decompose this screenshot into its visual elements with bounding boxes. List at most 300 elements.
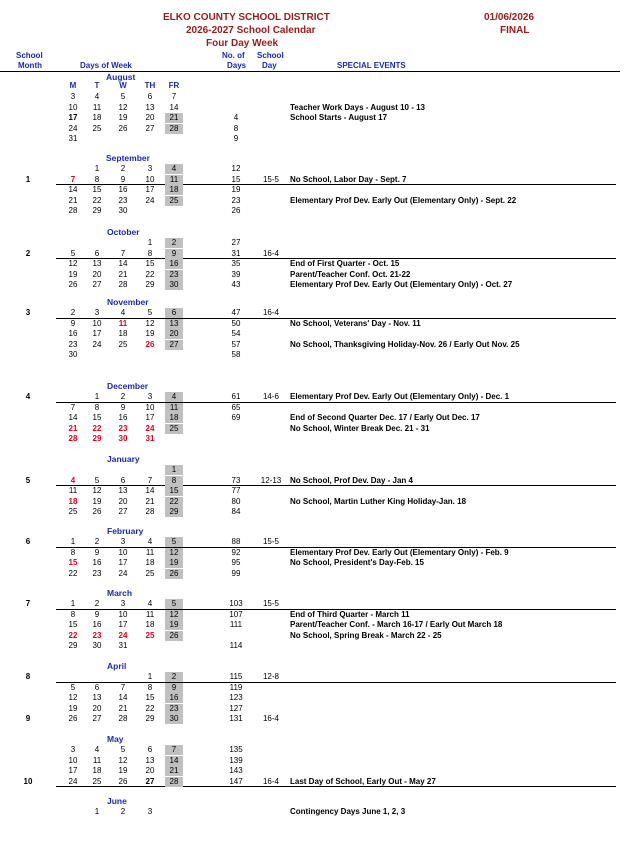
calendar-day: 11 xyxy=(165,403,183,413)
calendar-day: 4 xyxy=(120,308,126,317)
district-title: ELKO COUNTY SCHOOL DISTRICT xyxy=(163,12,330,23)
calendar-day: 17 xyxy=(68,113,78,122)
school-day-split: 16-4 xyxy=(262,714,279,723)
calendar-day: 18 xyxy=(92,113,102,122)
day-count: 65 xyxy=(231,402,241,412)
calendar-day: 19 xyxy=(165,558,183,568)
month-name: December xyxy=(107,381,149,391)
calendar-day: 16 xyxy=(118,185,128,194)
calendar-day: 12 xyxy=(92,486,102,495)
calendar-day: 11 xyxy=(92,102,102,112)
special-event: No School, Martin Luther King Holiday-Jan. 18 xyxy=(290,496,467,506)
calendar-day: 30 xyxy=(118,434,128,443)
calendar-day: 20 xyxy=(145,766,155,775)
school-day-split: 14-6 xyxy=(262,392,279,401)
calendar-day: 26 xyxy=(118,123,128,133)
calendar-day: 9 xyxy=(165,249,183,259)
calendar-day: 25 xyxy=(165,196,183,206)
calendar-day: 8 xyxy=(147,248,153,258)
calendar-day: 14 xyxy=(145,486,155,495)
special-event: Elementary Prof Dev. Early Out (Elementary Only) - Oct. 27 xyxy=(290,280,513,289)
calendar-day: 14 xyxy=(68,413,78,422)
calendar-day: 21 xyxy=(118,703,128,713)
calendar-day: 19 xyxy=(68,703,78,713)
calendar-day: 2 xyxy=(120,392,126,401)
calendar-day: 18 xyxy=(165,185,183,195)
calendar-day: 19 xyxy=(145,329,155,338)
school-month-number: 9 xyxy=(25,714,31,723)
calendar-day: 25 xyxy=(118,339,128,349)
calendar-day: 10 xyxy=(118,547,128,557)
calendar-day: 16 xyxy=(68,329,78,338)
calendar-day: 28 xyxy=(68,434,78,443)
day-count: 4 xyxy=(233,113,239,122)
calendar-day: 9 xyxy=(120,174,126,184)
school-month-number: 5 xyxy=(25,475,31,485)
calendar-day: 26 xyxy=(68,280,78,289)
month-name: September xyxy=(106,153,150,163)
calendar-day: 18 xyxy=(165,413,183,423)
special-event: No School, President's Day-Feb. 15 xyxy=(290,558,424,567)
calendar-day: 2 xyxy=(94,537,100,546)
calendar-day: 1 xyxy=(94,807,100,816)
calendar-day: 5 xyxy=(165,599,183,609)
calendar-day: 25 xyxy=(145,630,155,640)
calendar-day: 25 xyxy=(145,568,155,578)
calendar-day: 1 xyxy=(94,392,100,401)
school-month-number: 4 xyxy=(25,392,31,401)
calendar-day: 11 xyxy=(145,609,155,619)
calendar-day: 6 xyxy=(147,92,153,101)
calendar-day: 22 xyxy=(165,497,183,507)
day-count: 111 xyxy=(229,620,243,629)
calendar-day: 13 xyxy=(92,693,102,702)
special-event: Contingency Days June 1, 2, 3 xyxy=(290,807,406,816)
school-month-number: 8 xyxy=(25,672,31,681)
school-day-split: 15-5 xyxy=(262,174,279,184)
calendar-day: 24 xyxy=(68,776,78,786)
calendar-title: 2026-2027 School Calendar xyxy=(186,25,316,36)
calendar-day: 1 xyxy=(147,238,153,247)
calendar-day: 22 xyxy=(68,568,78,578)
calendar-day: 26 xyxy=(68,714,78,723)
calendar-day: 12 xyxy=(68,259,78,268)
calendar-day: 16 xyxy=(92,620,102,629)
day-count: 99 xyxy=(231,568,241,578)
calendar-day: 28 xyxy=(165,777,183,787)
school-day-header-2: Day xyxy=(262,61,277,70)
calendar-day: 1 xyxy=(70,599,76,608)
calendar-day: 7 xyxy=(120,248,126,258)
calendar-day: 17 xyxy=(118,558,128,567)
calendar-day: 22 xyxy=(68,630,78,640)
calendar-day: 23 xyxy=(118,195,128,205)
calendar-day: 20 xyxy=(92,269,102,279)
day-count: 80 xyxy=(231,496,241,506)
calendar-day: 5 xyxy=(70,682,76,692)
calendar-day: 16 xyxy=(165,693,183,703)
calendar-day: 29 xyxy=(145,280,155,289)
calendar-day: 29 xyxy=(92,206,102,215)
day-count: 43 xyxy=(231,280,241,289)
day-count: 35 xyxy=(231,259,241,268)
calendar-day: 10 xyxy=(118,609,128,619)
day-count: 107 xyxy=(229,609,243,619)
calendar-day: 3 xyxy=(147,807,153,816)
school-month-header-1: School xyxy=(16,51,43,60)
school-day-split: 16-4 xyxy=(262,248,279,258)
calendar-day: 4 xyxy=(165,392,183,402)
calendar-day: 7 xyxy=(165,745,183,755)
calendar-day: 14 xyxy=(118,259,128,268)
calendar-day: 3 xyxy=(70,92,76,101)
calendar-day: 17 xyxy=(145,185,155,194)
special-event: Last Day of School, Early Out - May 27 xyxy=(290,776,436,786)
calendar-day: 15 xyxy=(68,558,78,567)
special-event: Elementary Prof Dev. Early Out (Elementary Only) - Sept. 22 xyxy=(290,195,517,205)
calendar-day: 29 xyxy=(68,641,78,650)
calendar-day: 2 xyxy=(70,308,76,317)
calendar-day: 17 xyxy=(92,329,102,338)
document-status: FINAL xyxy=(500,25,530,36)
calendar-day: 9 xyxy=(120,402,126,412)
calendar-day: 13 xyxy=(92,259,102,268)
calendar-day: 23 xyxy=(68,339,78,349)
special-event: No School, Thanksgiving Holiday-Nov. 26 / Early Out Nov. 25 xyxy=(290,339,520,349)
calendar-day: 4 xyxy=(70,475,76,485)
calendar-day: 19 xyxy=(118,113,128,122)
calendar-day: 11 xyxy=(145,547,155,557)
special-event: No School, Prof Dev. Day - Jan 4 xyxy=(290,475,413,485)
calendar-day: 11 xyxy=(68,486,78,495)
calendar-day: 27 xyxy=(118,507,128,516)
calendar-day: 2 xyxy=(94,599,100,608)
day-count: 119 xyxy=(229,682,243,692)
calendar-day: 18 xyxy=(118,329,128,338)
document-date: 01/06/2026 xyxy=(484,12,535,23)
calendar-day: 19 xyxy=(118,766,128,775)
weekday-header: TH xyxy=(144,81,156,90)
school-month-number: 3 xyxy=(25,308,31,317)
no-of-days-header-2: Days xyxy=(227,61,247,70)
calendar-day: 3 xyxy=(147,164,153,173)
calendar-day: 5 xyxy=(120,92,126,101)
calendar-day: 4 xyxy=(94,745,100,754)
calendar-day: 25 xyxy=(68,507,78,516)
calendar-day: 28 xyxy=(165,124,183,134)
calendar-day: 21 xyxy=(165,113,183,123)
calendar-day: 10 xyxy=(68,102,78,112)
calendar-day: 3 xyxy=(147,392,153,401)
calendar-day: 23 xyxy=(165,704,183,714)
special-event: No School, Spring Break - March 22 - 25 xyxy=(290,630,442,640)
calendar-day: 27 xyxy=(92,280,102,289)
calendar-day: 12 xyxy=(145,318,155,328)
calendar-day: 12 xyxy=(165,610,183,620)
calendar-day: 20 xyxy=(145,113,155,122)
day-count: 123 xyxy=(229,693,243,702)
school-month-number: 1 xyxy=(25,174,31,184)
day-count: 39 xyxy=(231,269,241,279)
day-count: 114 xyxy=(229,641,243,650)
day-count: 23 xyxy=(231,195,241,205)
calendar-day: 29 xyxy=(145,714,155,723)
day-count: 58 xyxy=(231,350,241,359)
calendar-day: 31 xyxy=(68,134,78,143)
special-event: Elementary Prof Dev. Early Out (Elementary Only) - Dec. 1 xyxy=(290,392,510,401)
calendar-day: 10 xyxy=(68,755,78,765)
calendar-day: 27 xyxy=(92,714,102,723)
calendar-day: 28 xyxy=(68,206,78,215)
day-count: 69 xyxy=(231,413,241,422)
calendar-day: 1 xyxy=(147,672,153,681)
day-count: 147 xyxy=(229,776,243,786)
special-event: End of First Quarter - Oct. 15 xyxy=(290,259,400,268)
calendar-day: 14 xyxy=(118,693,128,702)
calendar-day: 30 xyxy=(92,641,102,650)
calendar-day: 22 xyxy=(145,703,155,713)
calendar-day: 6 xyxy=(94,248,100,258)
calendar-day: 3 xyxy=(70,745,76,754)
calendar-day: 25 xyxy=(92,123,102,133)
calendar-day: 15 xyxy=(165,486,183,496)
calendar-day: 11 xyxy=(118,318,128,328)
calendar-day: 11 xyxy=(165,175,183,185)
calendar-day: 21 xyxy=(145,496,155,506)
calendar-day: 28 xyxy=(118,280,128,289)
calendar-day: 16 xyxy=(165,259,183,269)
calendar-day: 9 xyxy=(70,318,76,328)
calendar-day: 18 xyxy=(68,496,78,506)
month-name: February xyxy=(107,526,144,536)
calendar-day: 11 xyxy=(92,755,102,765)
calendar-day: 2 xyxy=(120,807,126,816)
calendar-day: 24 xyxy=(68,123,78,133)
special-event: No School, Labor Day - Sept. 7 xyxy=(290,174,407,184)
calendar-day: 4 xyxy=(94,92,100,101)
header-divider xyxy=(0,71,620,72)
calendar-day: 27 xyxy=(145,123,155,133)
day-count: 27 xyxy=(231,238,241,247)
day-count: 19 xyxy=(231,185,241,194)
special-events-header: SPECIAL EVENTS xyxy=(337,61,406,70)
calendar-day: 4 xyxy=(165,164,183,174)
calendar-day: 30 xyxy=(165,714,183,724)
special-event: No School, Winter Break Dec. 21 - 31 xyxy=(290,423,430,433)
calendar-day: 26 xyxy=(118,776,128,786)
calendar-day: 8 xyxy=(94,402,100,412)
calendar-day: 20 xyxy=(165,329,183,339)
special-event: End of Third Quarter - March 11 xyxy=(290,609,410,619)
calendar-day: 15 xyxy=(145,693,155,702)
calendar-day: 16 xyxy=(92,558,102,567)
calendar-day: 31 xyxy=(145,434,155,443)
school-day-split: 16-4 xyxy=(262,308,279,317)
day-count: 15 xyxy=(231,174,241,184)
special-event: End of Second Quarter Dec. 17 / Early Out Dec. 17 xyxy=(290,413,480,422)
calendar-day: 23 xyxy=(92,568,102,578)
calendar-day: 30 xyxy=(68,350,78,359)
calendar-day: 6 xyxy=(94,682,100,692)
school-day-split: 16-4 xyxy=(262,776,279,786)
calendar-day: 13 xyxy=(118,486,128,495)
calendar-day: 12 xyxy=(165,548,183,558)
calendar-day: 20 xyxy=(118,496,128,506)
calendar-day: 10 xyxy=(92,318,102,328)
calendar-day: 1 xyxy=(165,465,183,475)
calendar-day: 22 xyxy=(145,269,155,279)
calendar-day: 21 xyxy=(165,766,183,776)
day-count: 77 xyxy=(231,486,241,495)
calendar-day: 23 xyxy=(118,423,128,433)
calendar-day: 16 xyxy=(118,413,128,422)
calendar-day: 13 xyxy=(165,319,183,329)
special-event: No School, Veterans' Day - Nov. 11 xyxy=(290,318,421,328)
calendar-day: 6 xyxy=(120,475,126,485)
calendar-day: 5 xyxy=(70,248,76,258)
day-count: 92 xyxy=(231,547,241,557)
calendar-day: 4 xyxy=(147,537,153,546)
calendar-day: 9 xyxy=(165,683,183,693)
special-event: School Starts - August 17 xyxy=(290,113,388,122)
calendar-day: 8 xyxy=(165,476,183,486)
calendar-day: 26 xyxy=(165,631,183,641)
calendar-day: 8 xyxy=(94,174,100,184)
calendar-day: 27 xyxy=(165,340,183,350)
calendar-day: 15 xyxy=(92,413,102,422)
school-month-number: 10 xyxy=(23,776,33,786)
day-count: 50 xyxy=(231,318,241,328)
day-count: 31 xyxy=(231,248,241,258)
weekday-header: T xyxy=(94,81,100,90)
calendar-day: 19 xyxy=(92,496,102,506)
calendar-day: 2 xyxy=(165,238,183,248)
special-event: Elementary Prof Dev. Early Out (Elementary Only) - Feb. 9 xyxy=(290,547,509,557)
calendar-day: 17 xyxy=(118,620,128,629)
calendar-day: 15 xyxy=(92,185,102,194)
calendar-day: 7 xyxy=(171,92,177,101)
calendar-day: 21 xyxy=(68,195,78,205)
calendar-day: 17 xyxy=(145,413,155,422)
week-divider xyxy=(56,682,616,683)
calendar-day: 9 xyxy=(94,609,100,619)
calendar-day: 23 xyxy=(165,270,183,280)
calendar-day: 25 xyxy=(165,424,183,434)
calendar-day: 1 xyxy=(70,537,76,546)
day-count: 54 xyxy=(231,329,241,338)
calendar-day: 27 xyxy=(145,776,155,786)
day-count: 139 xyxy=(229,755,243,765)
calendar-day: 14 xyxy=(169,102,179,112)
calendar-day: 7 xyxy=(70,402,76,412)
school-day-split: 12-8 xyxy=(262,672,279,681)
calendar-day: 7 xyxy=(147,475,153,485)
month-name: May xyxy=(107,734,124,744)
day-count: 127 xyxy=(229,703,243,713)
calendar-day: 12 xyxy=(118,102,128,112)
calendar-day: 13 xyxy=(145,102,155,112)
day-count: 57 xyxy=(231,339,241,349)
calendar-day: 5 xyxy=(147,308,153,317)
day-count: 103 xyxy=(229,599,243,608)
calendar-day: 24 xyxy=(145,423,155,433)
school-day-split: 15-5 xyxy=(262,537,279,546)
day-count: 143 xyxy=(229,766,243,775)
calendar-day: 25 xyxy=(92,776,102,786)
calendar-day: 19 xyxy=(165,620,183,630)
calendar-day: 1 xyxy=(94,164,100,173)
calendar-day: 24 xyxy=(145,195,155,205)
day-count: 61 xyxy=(231,392,241,401)
calendar-day: 29 xyxy=(92,434,102,443)
weekday-header: FR xyxy=(168,81,180,90)
day-count: 73 xyxy=(231,475,241,485)
day-count: 135 xyxy=(229,745,243,754)
days-of-week-header: Days of Week xyxy=(80,61,132,70)
calendar-day: 8 xyxy=(70,609,76,619)
calendar-day: 12 xyxy=(68,693,78,702)
month-name: August xyxy=(106,72,136,82)
calendar-day: 24 xyxy=(118,630,128,640)
calendar-day: 29 xyxy=(165,507,183,517)
calendar-day: 2 xyxy=(165,672,183,682)
month-name: March xyxy=(107,588,133,598)
month-name: April xyxy=(107,661,127,671)
week-title: Four Day Week xyxy=(206,38,279,49)
month-name: June xyxy=(107,796,127,806)
calendar-day: 2 xyxy=(120,164,126,173)
calendar-day: 10 xyxy=(145,402,155,412)
calendar-day: 6 xyxy=(147,745,153,754)
day-count: 95 xyxy=(231,558,241,567)
calendar-day: 24 xyxy=(92,339,102,349)
calendar-day: 4 xyxy=(147,599,153,608)
calendar-day: 14 xyxy=(68,185,78,194)
calendar-day: 3 xyxy=(94,308,100,317)
school-month-number: 6 xyxy=(25,537,31,546)
calendar-day: 19 xyxy=(68,269,78,279)
calendar-day: 31 xyxy=(118,641,128,650)
calendar-day: 28 xyxy=(145,507,155,516)
school-day-header-1: School xyxy=(257,51,284,60)
calendar-day: 30 xyxy=(118,206,128,215)
calendar-day: 22 xyxy=(92,195,102,205)
special-event: Teacher Work Days - August 10 - 13 xyxy=(290,102,426,112)
calendar-day: 28 xyxy=(118,714,128,723)
calendar-day: 20 xyxy=(92,703,102,713)
day-count: 9 xyxy=(233,134,239,143)
calendar-day: 18 xyxy=(92,766,102,775)
calendar-day: 24 xyxy=(118,568,128,578)
calendar-day: 3 xyxy=(120,599,126,608)
calendar-day: 8 xyxy=(70,547,76,557)
calendar-day: 30 xyxy=(165,280,183,290)
calendar-day: 6 xyxy=(165,308,183,318)
special-event: Parent/Teacher Conf. - March 16-17 / Early Out March 18 xyxy=(290,620,503,629)
day-count: 131 xyxy=(229,714,243,723)
calendar-day: 8 xyxy=(147,682,153,692)
weekday-header: M xyxy=(69,81,77,90)
calendar-day: 21 xyxy=(118,269,128,279)
calendar-day: 23 xyxy=(92,630,102,640)
school-day-split: 12-13 xyxy=(260,475,282,485)
school-month-header-2: Month xyxy=(18,61,42,70)
calendar-day: 9 xyxy=(94,547,100,557)
calendar-day: 22 xyxy=(92,423,102,433)
calendar-day: 7 xyxy=(120,682,126,692)
day-count: 12 xyxy=(231,164,241,173)
day-count: 88 xyxy=(231,537,241,546)
